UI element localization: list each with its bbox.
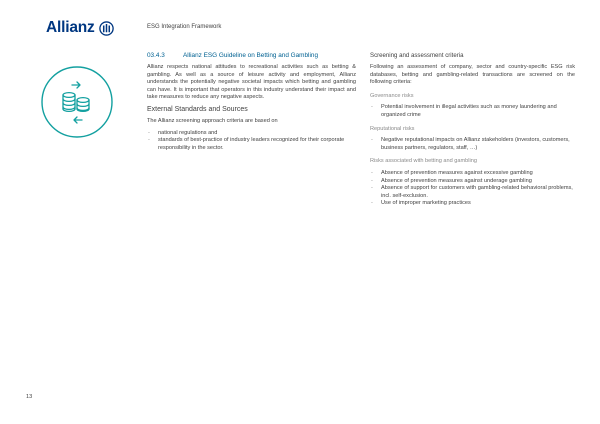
intro-paragraph: Allianz respects national attitudes to recreational activities such as betting & gambling. As well as a source of leisure activity and employment, Allianz understands the potentially negative societal impacts which betting and gambling can have. It is important that operators in this industry understand their impact and take measures to reduce any negative aspects. xyxy=(147,64,356,101)
logo-wordmark: Allianz xyxy=(46,19,95,36)
list-item: - Negative reputational impacts on Allianz stakeholders (investors, customers, business partners, regulators, staff, …) xyxy=(370,137,575,152)
list-item: - Absence of prevention measures against excessive gambling xyxy=(370,170,575,178)
external-standards-heading: External Standards and Sources xyxy=(147,105,248,113)
reputational-risks-label: Reputational risks xyxy=(370,125,415,132)
coins-exchange-icon xyxy=(41,66,113,138)
document-title: ESG Integration Framework xyxy=(147,24,222,30)
reputational-risks-list xyxy=(370,137,575,152)
list-item: - Potential involvement in illegal activities such as money laundering and organized crime xyxy=(370,104,575,119)
list-item: - Use of improper marketing practices xyxy=(370,200,575,208)
screening-heading: Screening and assessment criteria xyxy=(370,52,464,59)
standards-list xyxy=(147,130,356,153)
gambling-risks-list xyxy=(370,170,575,208)
right-column xyxy=(370,52,575,208)
screening-intro: Following an assessment of company, sector and country-specific ESG risk databases, betting and gambling-related transactions are screened on the following criteria: xyxy=(370,64,575,86)
allianz-logo xyxy=(46,19,114,37)
gambling-risks-label: Risks associated with betting and gambling xyxy=(370,158,477,165)
list-item: - Absence of prevention measures against underage gambling xyxy=(370,178,575,186)
list-item: - Absence of support for customers with gambling-related behavioral problems, incl. self-exclusion. xyxy=(370,185,575,200)
left-column xyxy=(147,52,356,152)
allianz-eagle-icon xyxy=(99,21,114,36)
page-number: 13 xyxy=(26,394,33,400)
list-item: - national regulations and xyxy=(147,130,356,138)
screening-lead: The Allianz screening approach criteria are based on xyxy=(147,117,278,124)
governance-risks-list xyxy=(370,104,575,119)
list-item: - standards of best-practice of industry leaders recognized for their corporate responsibility in the sector. xyxy=(147,137,356,152)
section-number: 03.4.3 xyxy=(147,52,165,59)
section-title: Allianz ESG Guideline on Betting and Gambling xyxy=(183,52,318,59)
section-heading xyxy=(147,52,356,60)
governance-risks-label: Governance risks xyxy=(370,92,414,99)
